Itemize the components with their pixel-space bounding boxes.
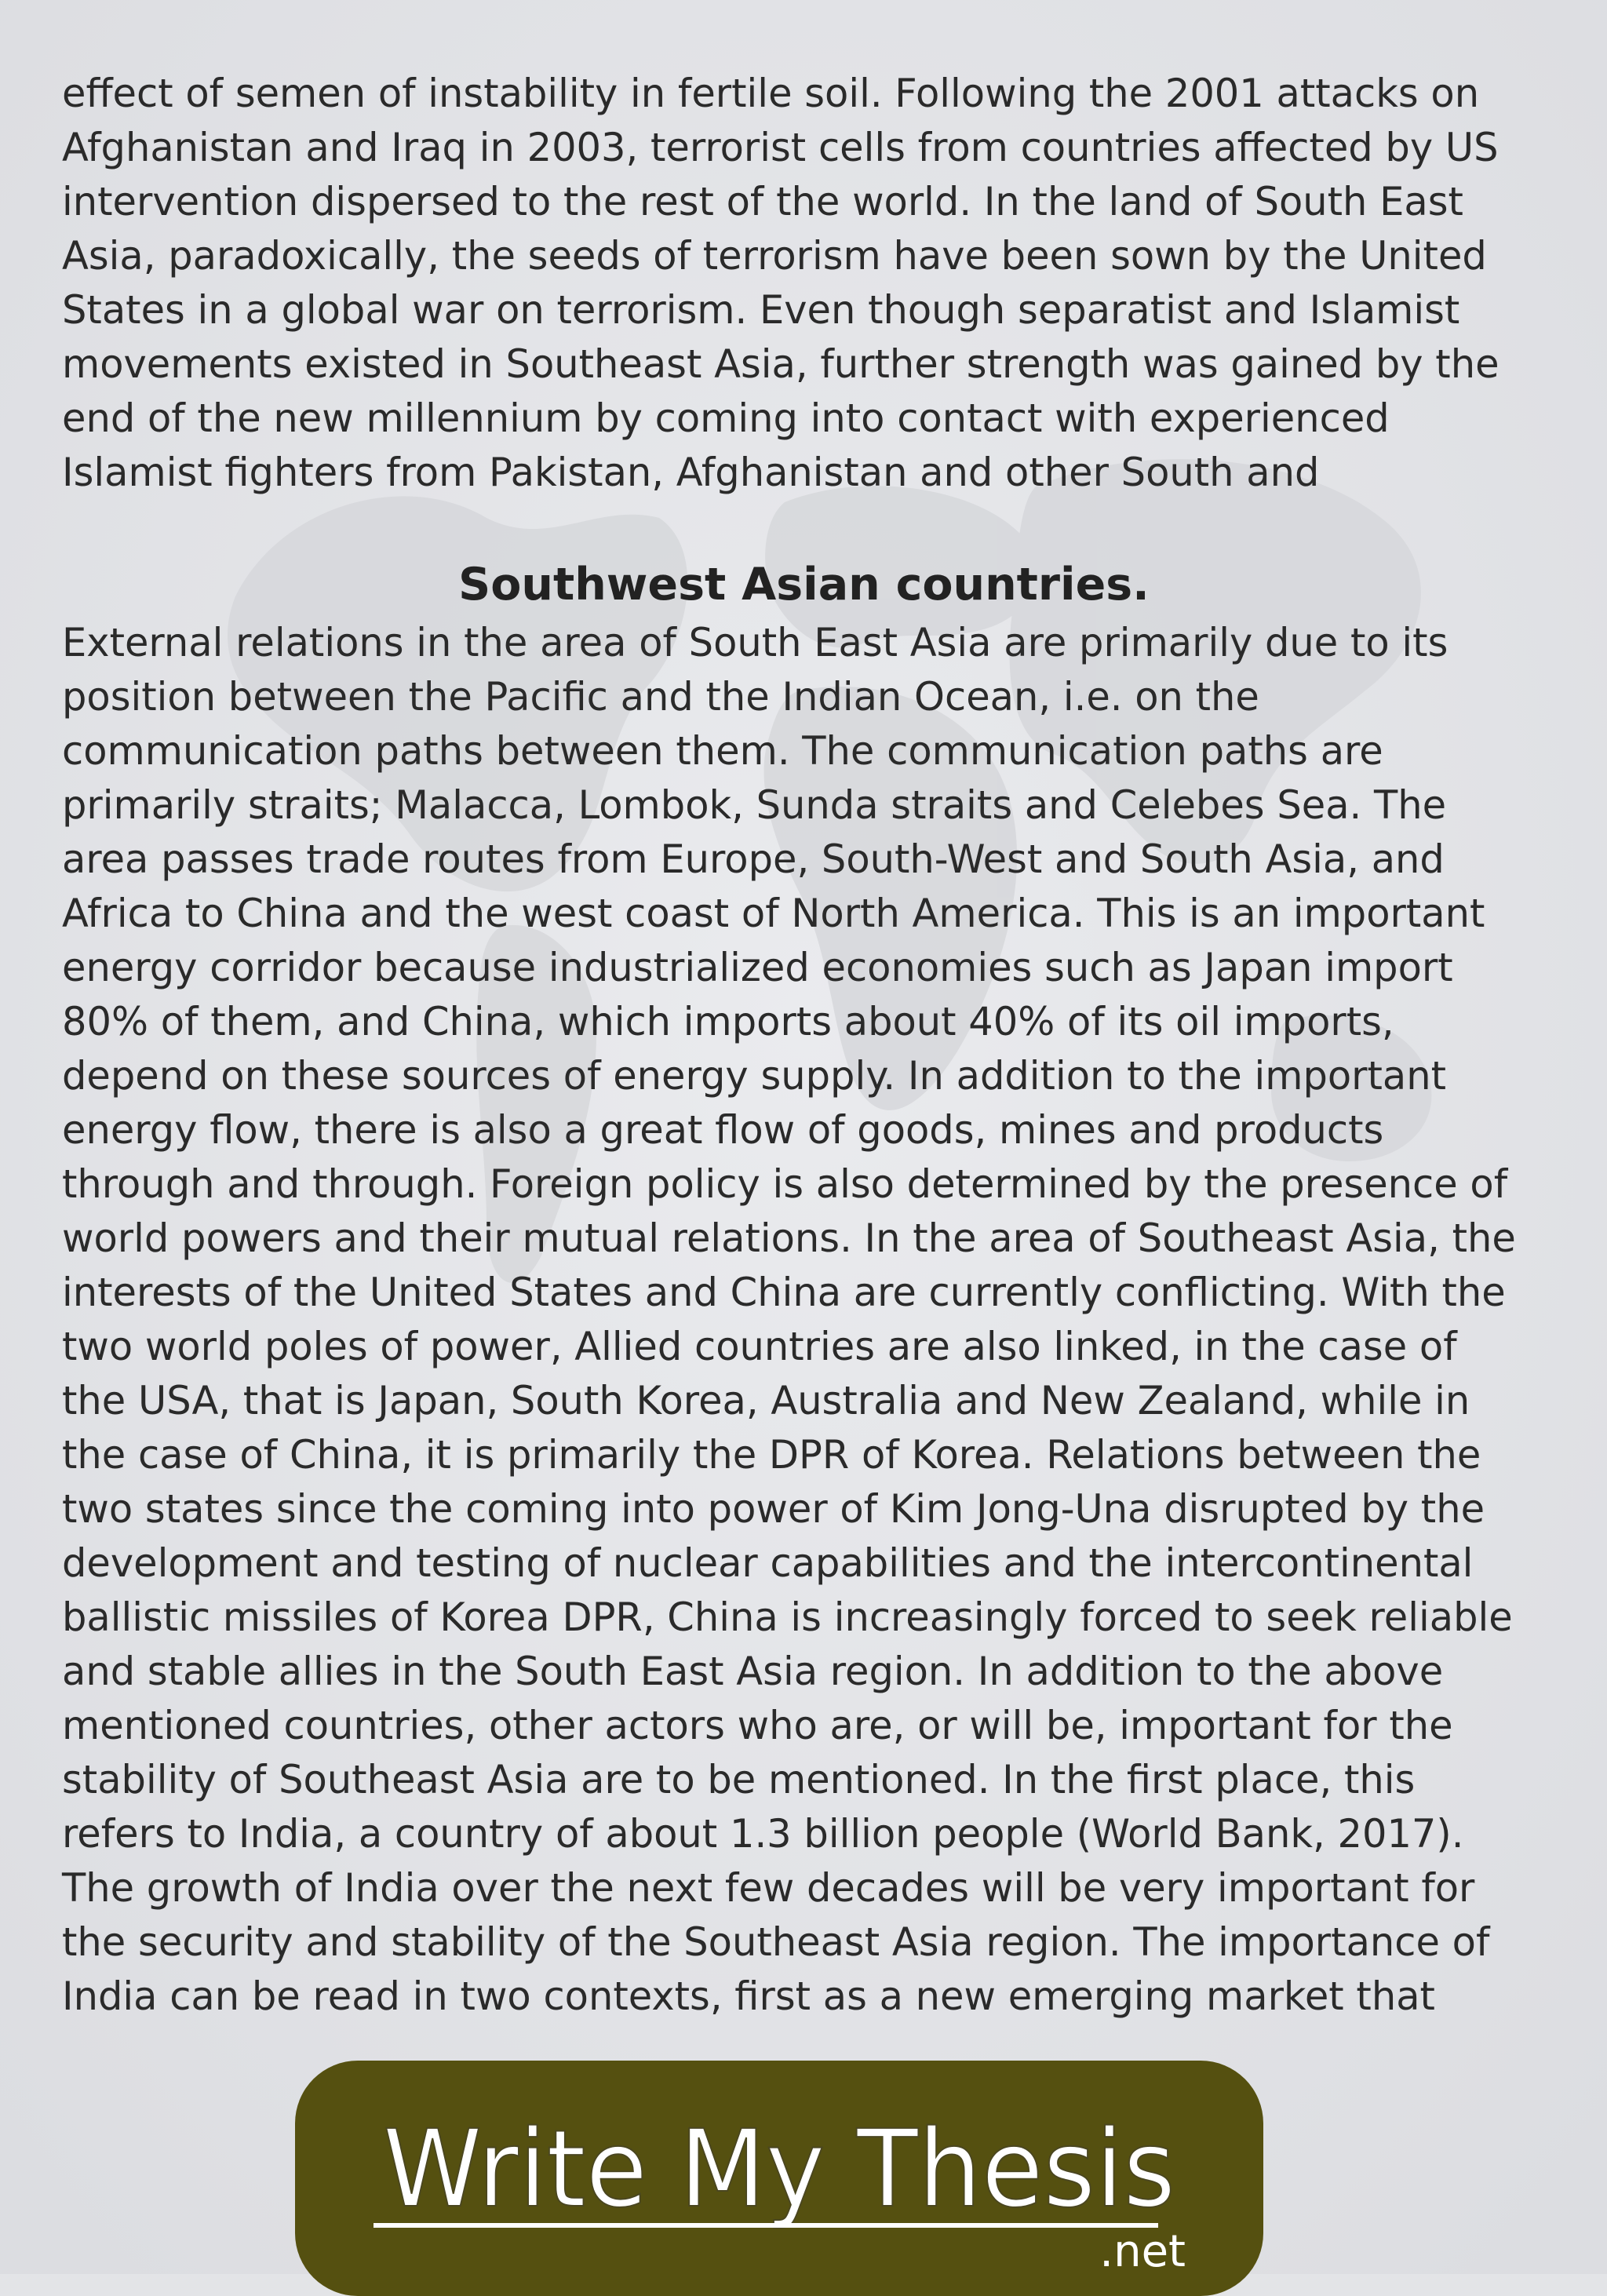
text-line: India can be read in two contexts, first as a new emerging market that xyxy=(62,1973,1435,2019)
text-line: position between the Pacific and the Indian Ocean, i.e. on the xyxy=(62,674,1259,720)
text-line: Islamist fighters from Pakistan, Afghanistan and other South and xyxy=(62,450,1320,495)
text-line: Africa to China and the west coast of North America. This is an important xyxy=(62,891,1485,936)
text-line: 80% of them, and China, which imports about 40% of its oil imports, xyxy=(62,999,1394,1044)
text-line: Afghanistan and Iraq in 2003, terrorist cells from countries affected by US xyxy=(62,125,1499,170)
text-line: interests of the United States and China are currently conflicting. With the xyxy=(62,1270,1506,1315)
text-line: intervention dispersed to the rest of the world. In the land of South East xyxy=(62,179,1463,224)
text-line: primarily straits; Malacca, Lombok, Sunda straits and Celebes Sea. The xyxy=(62,782,1447,828)
text-line: The growth of India over the next few decades will be very important for xyxy=(62,1865,1475,1911)
logo-suffix: .net xyxy=(1099,2226,1186,2274)
text-line: refers to India, a country of about 1.3 billion people (World Bank, 2017). xyxy=(62,1811,1464,1857)
text-line: end of the new millennium by coming into contact with experienced xyxy=(62,395,1390,441)
site-logo[interactable] xyxy=(295,2061,1263,2296)
text-line: through and through. Foreign policy is also determined by the presence of xyxy=(62,1161,1508,1207)
text-line: mentioned countries, other actors who are, or will be, important for the xyxy=(62,1703,1453,1748)
text-line: movements existed in Southeast Asia, further strength was gained by the xyxy=(62,341,1500,387)
text-line: ballistic missiles of Korea DPR, China is increasingly forced to seek reliable xyxy=(62,1594,1513,1640)
text-line: two states since the coming into power of Kim Jong-Una disrupted by the xyxy=(62,1486,1485,1532)
text-line: Asia, paradoxically, the seeds of terrorism have been sown by the United xyxy=(62,233,1487,279)
text-line: the case of China, it is primarily the DPR of Korea. Relations between the xyxy=(62,1432,1481,1478)
text-line: and stable allies in the South East Asia region. In addition to the above xyxy=(62,1649,1444,1694)
text-line: the USA, that is Japan, South Korea, Australia and New Zealand, while in xyxy=(62,1378,1470,1423)
text-line: energy flow, there is also a great flow of goods, mines and products xyxy=(62,1107,1384,1153)
text-line: two world poles of power, Allied countries are also linked, in the case of xyxy=(62,1324,1457,1369)
text-line: world powers and their mutual relations. In the area of Southeast Asia, the xyxy=(62,1215,1516,1261)
logo-text: Write My Thesis xyxy=(383,2108,1175,2232)
text-line: development and testing of nuclear capabilities and the intercontinental xyxy=(62,1540,1474,1586)
paragraph-2 xyxy=(62,616,1516,2024)
text-line: effect of semen of instability in fertile soil. Following the 2001 attacks on xyxy=(62,71,1480,116)
text-line: the security and stability of the Southeast Asia region. The importance of xyxy=(62,1919,1490,1965)
text-line: stability of Southeast Asia are to be mentioned. In the first place, this xyxy=(62,1757,1416,1802)
text-line: States in a global war on terrorism. Even though separatist and Islamist xyxy=(62,287,1460,333)
text-line: energy corridor because industrialized economies such as Japan import xyxy=(62,945,1453,990)
logo-wordmark xyxy=(295,2061,1263,2274)
section-heading: Southwest Asian countries. xyxy=(458,559,1150,610)
text-line: External relations in the area of South East Asia are primarily due to its xyxy=(62,620,1448,665)
text-line: communication paths between them. The communication paths are xyxy=(62,728,1383,774)
paragraph-1 xyxy=(62,67,1500,500)
text-line: area passes trade routes from Europe, South-West and South Asia, and xyxy=(62,836,1445,882)
text-line: depend on these sources of energy supply. In addition to the important xyxy=(62,1053,1447,1099)
